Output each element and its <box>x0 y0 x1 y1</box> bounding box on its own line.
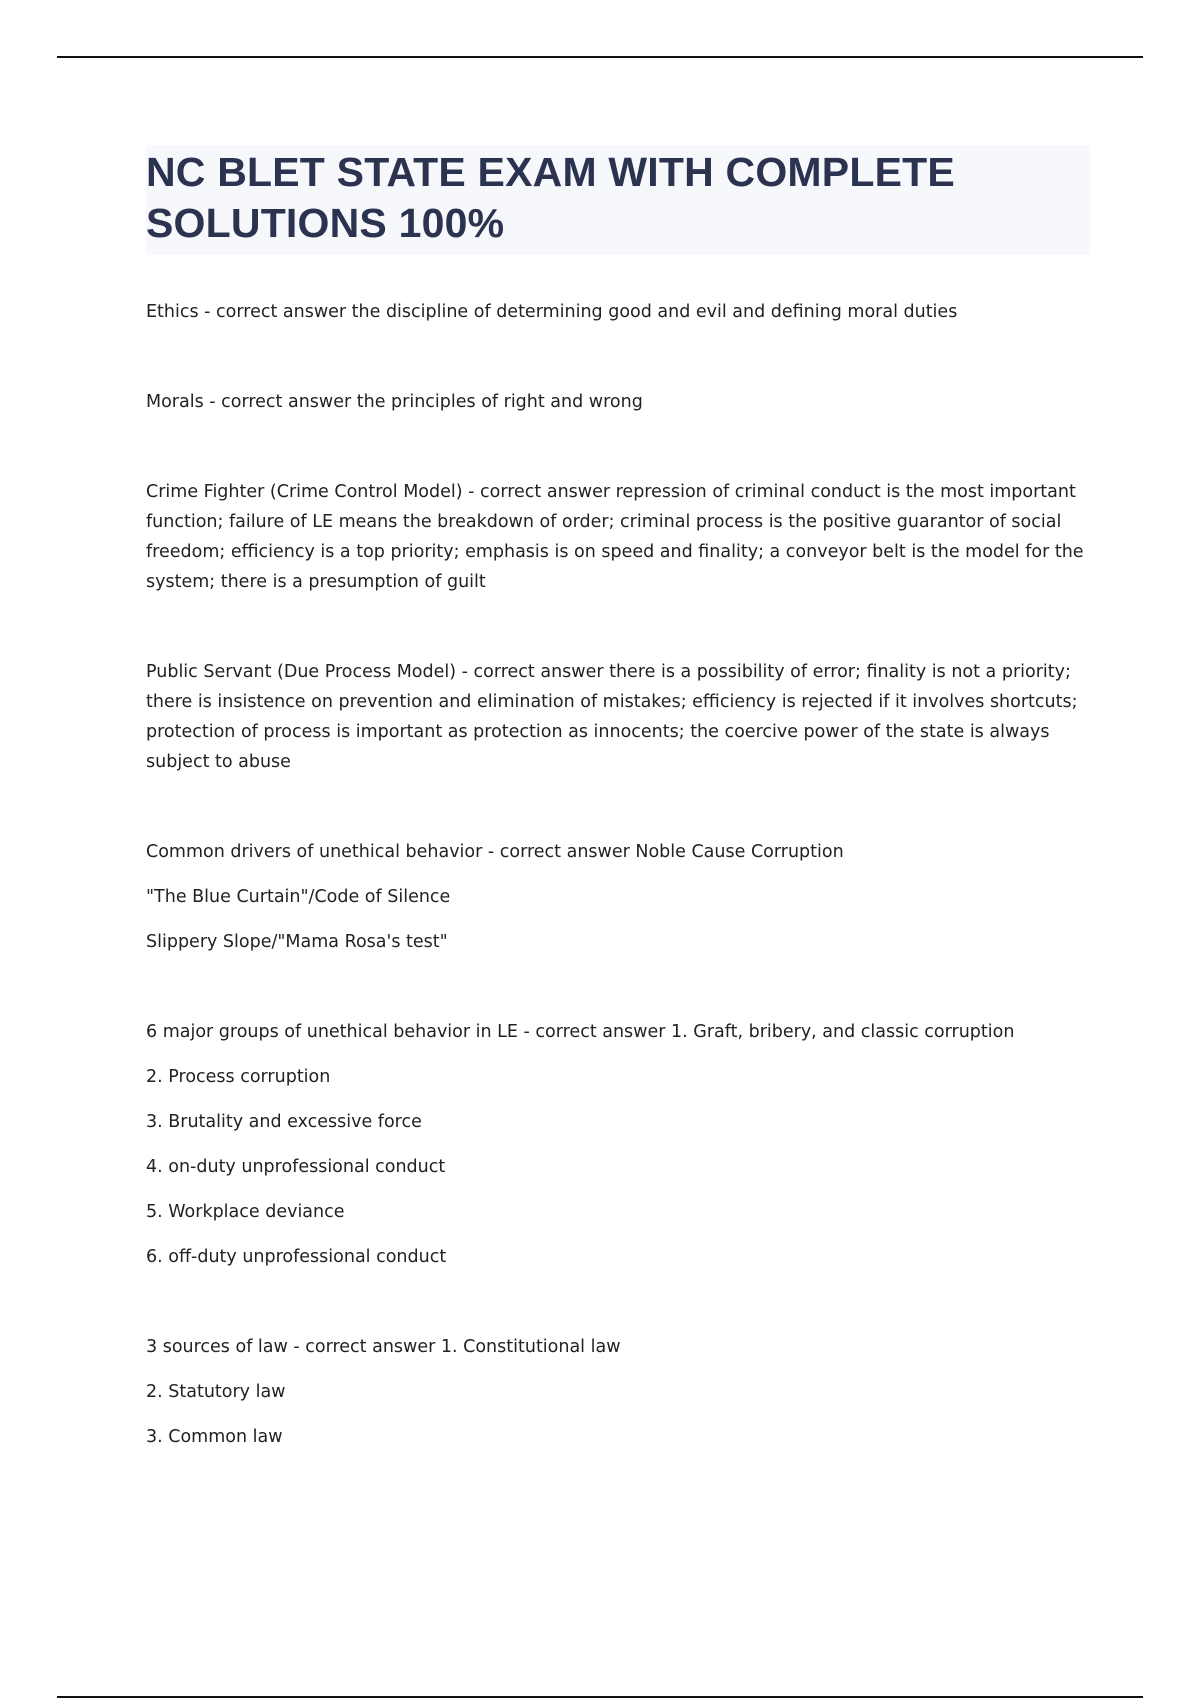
entry-subline: 2. Process corruption <box>146 1067 331 1087</box>
entry-text: 3 sources of law - correct answer 1. Constitutional law <box>146 1337 621 1357</box>
entry-morals <box>146 387 1090 417</box>
entry-unethical-groups <box>146 1017 1090 1272</box>
entry-text: Crime Fighter (Crime Control Model) - correct answer repression of criminal conduct is the most important function; failure of LE means the breakdown of order; criminal process is the positive guarantor of social freedom; efficiency is a top priority; emphasis is on speed and finality; a conveyor belt is the model for the system; there is a presumption of guilt <box>146 482 1084 592</box>
entry-subline: 3. Brutality and excessive force <box>146 1112 422 1132</box>
entry-text: Common drivers of unethical behavior - correct answer Noble Cause Corruption <box>146 842 844 862</box>
entry-subline: 4. on-duty unprofessional conduct <box>146 1157 446 1177</box>
entry-sources-of-law <box>146 1332 1090 1452</box>
entry-text: Ethics - correct answer the discipline of determining good and evil and defining moral duties <box>146 302 958 322</box>
entry-crime-fighter <box>146 477 1090 597</box>
top-rule <box>57 56 1143 58</box>
entry-subline: Slippery Slope/"Mama Rosa's test" <box>146 932 448 952</box>
bottom-rule <box>57 1696 1143 1698</box>
entry-subline: 6. off-duty unprofessional conduct <box>146 1247 447 1267</box>
entry-text: 6 major groups of unethical behavior in LE - correct answer 1. Graft, bribery, and classic corruption <box>146 1022 1015 1042</box>
entry-subline: 5. Workplace deviance <box>146 1202 345 1222</box>
entry-text: Public Servant (Due Process Model) - correct answer there is a possibility of error; finality is not a priority; there is insistence on prevention and elimination of mistakes; efficiency is rejected if it involves shortcuts; protection of process is important as protection as innocents; the coercive power of the state is always subject to abuse <box>146 662 1078 772</box>
title-block <box>146 145 1090 255</box>
entry-subline: "The Blue Curtain"/Code of Silence <box>146 887 451 907</box>
entry-common-drivers <box>146 837 1090 957</box>
entry-ethics <box>146 297 1090 327</box>
entry-text: Morals - correct answer the principles of right and wrong <box>146 392 643 412</box>
entry-subline: 3. Common law <box>146 1427 283 1447</box>
entry-subline: 2. Statutory law <box>146 1382 286 1402</box>
document-page <box>146 145 1090 1512</box>
entry-public-servant <box>146 657 1090 777</box>
document-title: NC BLET STATE EXAM WITH COMPLETE SOLUTIONS 100% <box>146 149 955 246</box>
